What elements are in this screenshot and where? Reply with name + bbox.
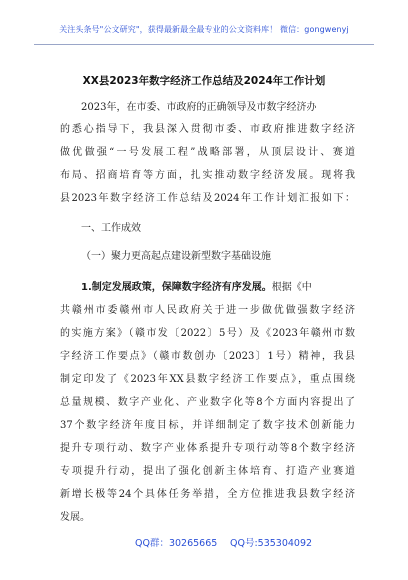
- item-line: 的实施方案》（赣市发〔2022〕5号）及《2023年赣州市数: [60, 328, 355, 339]
- intro-line: 的悉心指导下，我县深入贯彻市委、市政府推进数字经济: [60, 124, 355, 135]
- header-banner: 关注头条号"公文研究"，获得最新最全最专业的公文资料库！ 微信：gongwenyj: [59, 25, 349, 34]
- item-line: 提升专项行动、数字产业体系提升专项行动等8个数字经济: [60, 443, 355, 454]
- item-line: 制定印发了《2023年XX县数字经济工作要点》，重点围绕: [60, 374, 355, 385]
- subsection-heading: （一）聚力更高起点建设新型数字基础设施: [81, 251, 271, 262]
- intro-line: 2023年，在市委、市政府的正确领导及市数字经济办: [81, 102, 317, 113]
- footer-qq-group: QQ群：30265665: [135, 538, 218, 549]
- item-line: 字经济工作要点》（赣市数创办〔2023〕1号）精神，我县: [60, 351, 355, 362]
- intro-line: 做优做强“一号发展工程”战略部署，从顶层设计、赛道: [60, 147, 355, 158]
- section-heading: 一、工作成效: [81, 223, 141, 234]
- item-line: 37个数字经济年度目标，并详细制定了数字技术创新能力: [60, 420, 355, 431]
- item-line: 根据《中: [271, 282, 312, 293]
- item-lead: 1.制定发展政策，保障数字经济有序发展。: [81, 282, 272, 293]
- intro-line: 县2023年数字经济工作总结及2024年工作计划汇报如下：: [60, 193, 355, 204]
- item-line: 专项提升行动，提出了强化创新主体培育、打造产业赛道: [60, 466, 355, 477]
- intro-line: 布局、招商培育等方面，扎实推动数字经济发展。现将我: [60, 170, 355, 181]
- item-first-line: [81, 281, 312, 294]
- item-line: 共赣州市委赣州市人民政府关于进一步做优做强数字经济: [60, 305, 355, 316]
- item-line: 总量规模、数字产业化、产业数字化等8个方面内容提出了: [60, 397, 355, 408]
- item-line: 新增长极等24个具体任务举措，全方位推进我县数字经济: [60, 489, 355, 500]
- document-title: XX县2023年数字经济工作总结及2024年工作计划: [82, 75, 326, 87]
- footer-qq-number: QQ号:535304092: [230, 538, 313, 549]
- item-line: 发展。: [60, 512, 90, 523]
- header-divider: [34, 44, 374, 45]
